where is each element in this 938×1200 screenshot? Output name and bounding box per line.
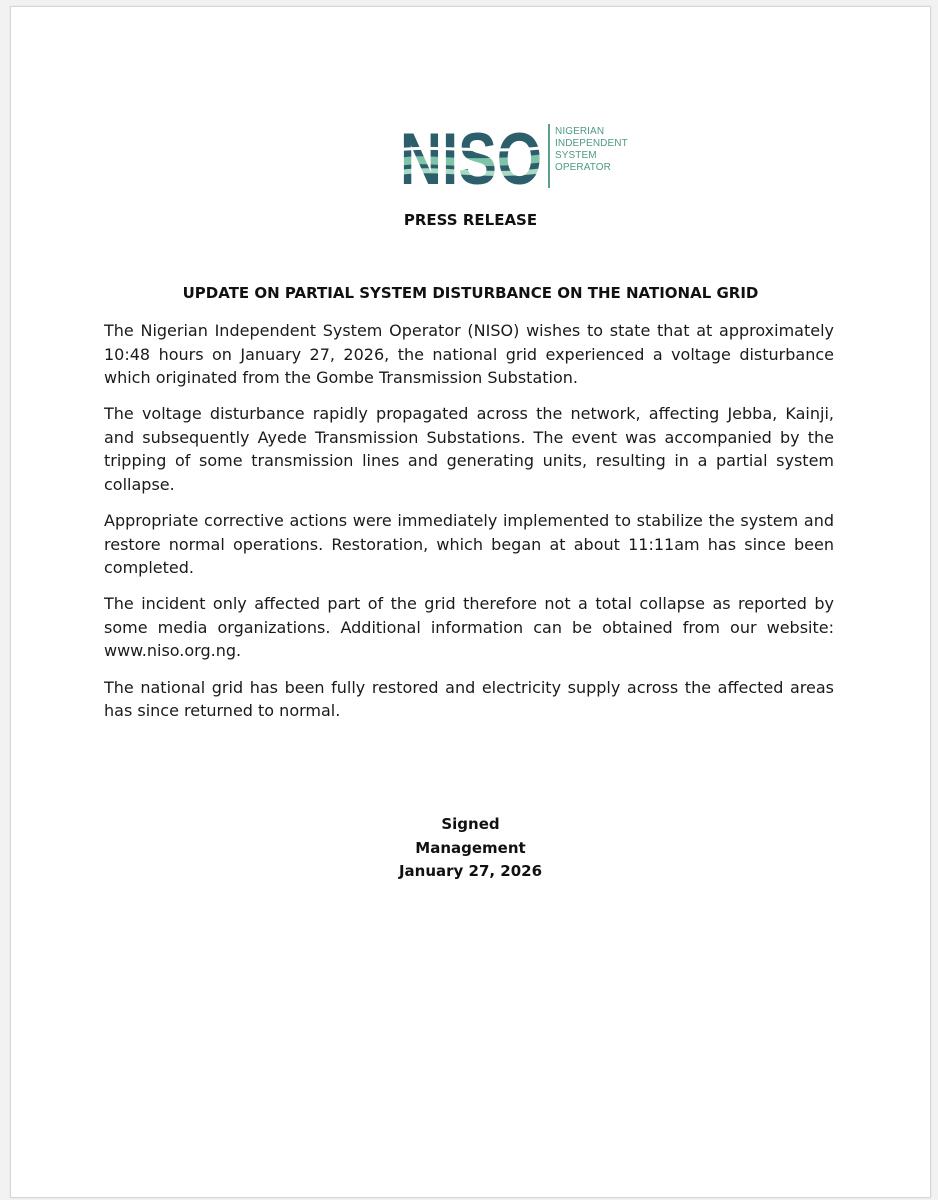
body-paragraph: The voltage disturbance rapidly propagated across the network, affecting Jebba, Kainji, and subsequently Ayede Transmission Substations. The event was accompanied by the tripping of some transmission lines and generating units, resulting in a partial system collapse. bbox=[104, 404, 834, 494]
body-paragraph: The incident only affected part of the grid therefore not a total collapse as reported by some media organizations. Additional information can be obtained from our website: www.niso.org.ng. bbox=[104, 594, 834, 661]
press-release-label: PRESS RELEASE bbox=[403, 211, 538, 229]
tagline-line: NIGERIAN bbox=[555, 126, 605, 137]
logo-divider bbox=[548, 124, 550, 188]
body-paragraph: The national grid has been fully restored and electricity supply across the affected areas has since returned to normal. bbox=[104, 677, 834, 721]
tagline-line: SYSTEM bbox=[555, 150, 597, 161]
document-page bbox=[10, 6, 931, 1198]
tagline-line: INDEPENDENT bbox=[555, 138, 628, 149]
niso-wordmark bbox=[400, 118, 545, 190]
logo-tagline bbox=[555, 126, 635, 174]
body-paragraph: Appropriate corrective actions were immediately implemented to stabilize the system and restore normal operations. Restoration, which began at about 11:11am has since been completed. bbox=[104, 511, 834, 578]
signed-label: Signed bbox=[441, 815, 500, 833]
signatory: Management bbox=[415, 838, 526, 857]
tagline-line: OPERATOR bbox=[555, 162, 611, 173]
press-release-body bbox=[104, 319, 834, 735]
headline: UPDATE ON PARTIAL SYSTEM DISTURBANCE ON THE NATIONAL GRID bbox=[182, 284, 759, 302]
signature-date: January 27, 2026 bbox=[398, 862, 543, 880]
niso-logo bbox=[400, 118, 630, 190]
body-paragraph: The Nigerian Independent System Operator (NISO) wishes to state that at approximately 10:48 hours on January 27, 2026, the national grid experienced a voltage disturbance which originated from the Gombe Transmission Substation. bbox=[104, 321, 834, 387]
signature-block bbox=[11, 813, 930, 884]
